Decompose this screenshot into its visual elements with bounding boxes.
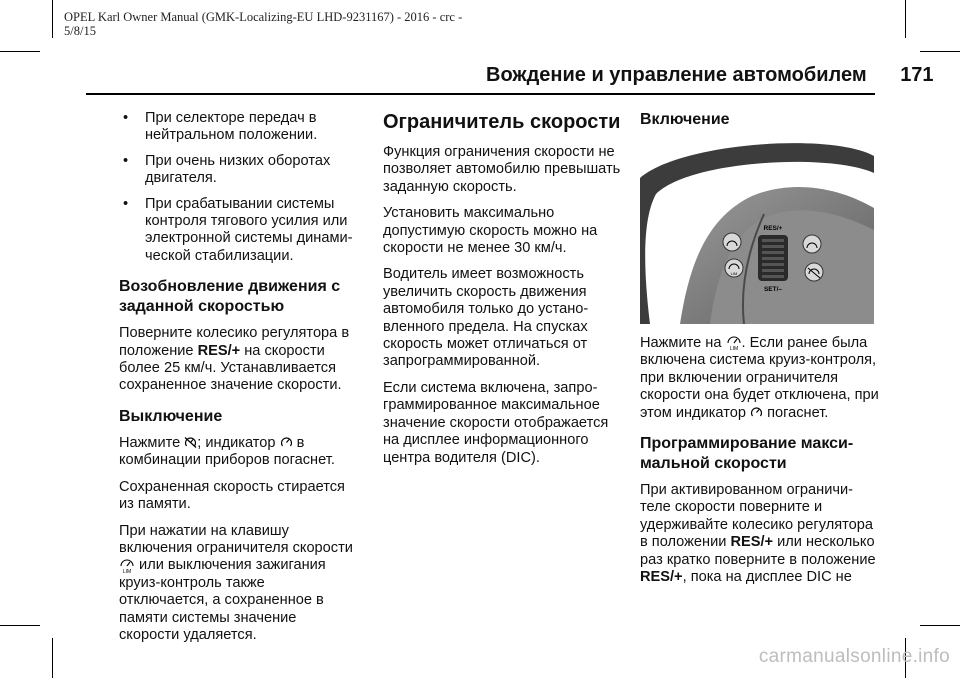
list-item-text: При очень низких оборотах двигателя. [145, 152, 331, 187]
switch-on-paragraph: Нажмите на LIM . Если ранее была включена система круиз-контроля, при включении ограничителя скорости она будет отключена, при этом индикатор погаснет. [640, 335, 879, 421]
limiter-paragraph-1: Функция ограничения скорости не позволяет автомобилю превышать заданную скорость. [383, 144, 621, 195]
speed-limiter-icon [119, 557, 135, 574]
bullet: • [123, 195, 129, 212]
res-plus-label: RES/+ [640, 569, 683, 586]
list-item-text: При селекторе передач в нейтральном положении. [145, 110, 318, 144]
res-plus-label: RES/+ [730, 534, 774, 551]
res-plus-label: RES/+ [763, 225, 783, 232]
column-3 [640, 110, 880, 595]
steering-wheel-controls-illustration [640, 138, 874, 324]
crop-mark [920, 51, 960, 52]
resume-heading: Возобновление движения с заданной скоростью [119, 278, 341, 316]
watermark: carmanualsonline.info [758, 646, 950, 667]
program-max-speed-heading: Программирование макси-мальной скорости [640, 435, 854, 473]
crop-mark [0, 51, 40, 52]
speed-limiter-icon [726, 334, 742, 351]
cruise-control-off-icon [184, 436, 197, 449]
header-rule [86, 93, 875, 95]
print-metadata [64, 10, 544, 38]
bullet: • [123, 110, 129, 126]
cruise-control-indicator-icon [280, 436, 293, 449]
memory-paragraph: Сохраненная скорость стирается из памяти. [119, 478, 345, 513]
section-title: Вождение и управление автомобилем [486, 64, 867, 86]
svg-text:LIM: LIM [729, 346, 738, 351]
list-item [119, 196, 354, 266]
column-2 [383, 110, 621, 476]
set-minus-label: SET/– [763, 286, 783, 293]
print-metadata-line-1: OPEL Karl Owner Manual (GMK-Localizing-EU LHD-9231167) - 2016 - crc - [64, 10, 463, 24]
crop-mark [920, 625, 960, 626]
res-plus-label: RES/+ [197, 342, 241, 359]
list-item [119, 153, 354, 188]
switch-on-heading: Включение [640, 111, 730, 128]
running-header [486, 64, 934, 87]
svg-text:LIM: LIM [730, 271, 738, 276]
bullet: • [123, 152, 129, 169]
limiter-paragraph-4: Если система включена, запро-граммированное максимальное значение скорости отображается на дисплее информационного центра водителя (DIC). [383, 379, 609, 466]
crop-mark [0, 625, 40, 626]
crop-mark [52, 638, 53, 678]
switch-off-paragraph: Нажмите ; индикатор в комбинации приборов погаснет. [119, 434, 335, 469]
resume-paragraph: Поверните колесико регулятора в положение RES/+ на скорости более 25 км/ч. Устанавливается сохраненное значение скорости. [119, 325, 350, 394]
condition-list [119, 110, 354, 265]
page-number: 171 [900, 64, 934, 86]
limiter-paragraph-3: Водитель имеет возможность увеличить скорость движения автомобиля только до устано-вленного предела. На спусках скорость может отличаться от запрограммированной. [383, 266, 589, 370]
column-1 [119, 110, 354, 653]
limiter-key-paragraph: При нажатии на клавишу включения ограничителя скорости LIM или выключения зажигания круиз-контроль также отключается, а сохраненное в памяти системы значение скорости удаляется. [119, 522, 353, 643]
program-max-speed-paragraph: При активированном ограничи-теле скорости поверните и удерживайте колесико регулятора в положении RES/+ или несколько раз кратко поверните в положение RES/+, пока на дисплее DIC не [640, 482, 876, 586]
svg-text:LIM: LIM [122, 569, 132, 575]
switch-off-heading: Выключение [119, 407, 223, 425]
crop-mark [905, 0, 906, 38]
list-item-text: При срабатывании системы контроля тягового усилия или электронной системы динами-ческой стабилизации. [145, 195, 353, 264]
limiter-paragraph-2: Установить максимально допустимую скорость можно на скорости не менее 30 км/ч. [383, 205, 598, 257]
cruise-control-indicator-icon [750, 406, 763, 419]
list-item [119, 110, 354, 145]
speed-limiter-title: Ограничитель скорости [383, 111, 621, 133]
print-metadata-line-2: 5/8/15 [64, 24, 96, 38]
crop-mark [52, 0, 53, 38]
